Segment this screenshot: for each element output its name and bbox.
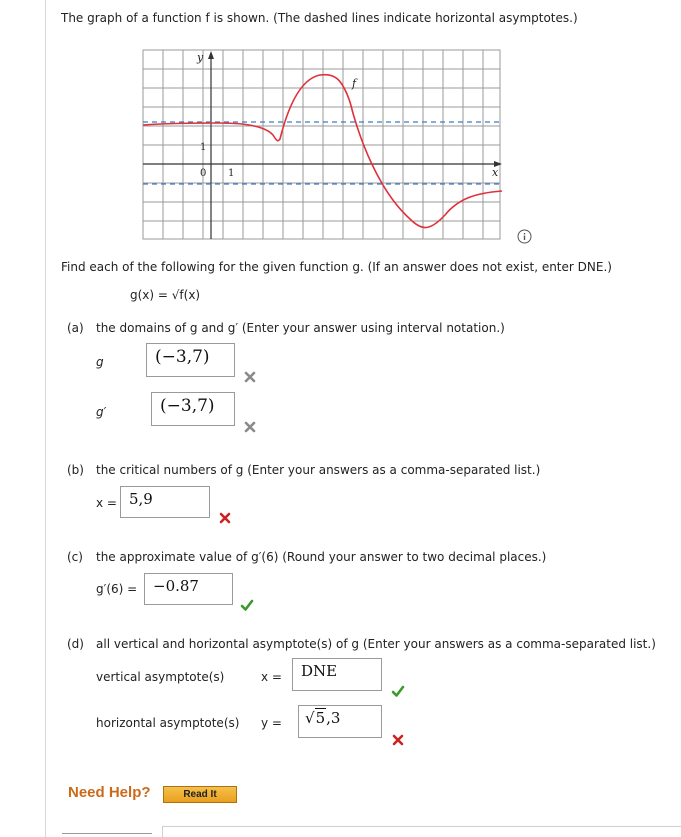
- part-d-label: (d): [67, 637, 84, 651]
- info-icon[interactable]: [517, 229, 532, 244]
- graph-grid: [143, 50, 500, 239]
- part-a-label: (a): [67, 321, 84, 335]
- x-tick-label: 1: [228, 168, 235, 179]
- need-help-label: Need Help?: [68, 784, 151, 801]
- horizontal-asymptote-rest: ,3: [326, 709, 341, 727]
- gprime-domain-input[interactable]: (−3,7): [151, 392, 235, 426]
- horizontal-asymptote-label: horizontal asymptote(s): [96, 716, 240, 730]
- y-axis-label: y: [197, 51, 204, 64]
- part-c-label: (c): [67, 550, 83, 564]
- g-domain-wrong-icon: [243, 370, 257, 384]
- gprime6-input[interactable]: −0.87: [144, 573, 233, 605]
- y-tick-label: 1: [200, 142, 207, 153]
- bottom-panel-edge: [162, 826, 681, 837]
- g-label: g: [96, 355, 104, 369]
- vertical-asymptote-correct-icon: [391, 684, 405, 698]
- horizontal-asymptote-wrong-icon: [391, 733, 405, 747]
- vertical-asymptote-input[interactable]: DNE: [292, 658, 382, 691]
- function-graph: [140, 47, 510, 242]
- gprime-label: g′: [96, 405, 107, 419]
- function-label: f: [352, 77, 357, 90]
- x-axis-label: x: [492, 166, 499, 179]
- read-it-button[interactable]: Read It: [163, 786, 237, 803]
- part-b-text: the critical numbers of g (Enter your answers as a comma-separated list.): [96, 463, 541, 477]
- horizontal-asymptote-prefix: y =: [261, 716, 282, 730]
- critical-numbers-input[interactable]: 5,9: [120, 486, 210, 518]
- gprime6-correct-icon: [240, 598, 254, 612]
- vertical-asymptote-label: vertical asymptote(s): [96, 670, 225, 684]
- gprime-domain-wrong-icon: [243, 420, 257, 434]
- origin-label: 0: [200, 168, 207, 179]
- g-domain-input[interactable]: (−3,7): [146, 343, 235, 377]
- sqrt-symbol: √: [305, 709, 315, 727]
- sqrt-radicand: 5: [315, 709, 326, 727]
- part-b-label: (b): [67, 463, 84, 477]
- gprime6-label: g′(6) =: [96, 582, 138, 596]
- vertical-asymptote-prefix: x =: [261, 670, 282, 684]
- part-d-text: all vertical and horizontal asymptote(s) of g (Enter your answers as a comma-separated list.): [96, 637, 656, 651]
- instruction-text: Find each of the following for the given function g. (If an answer does not exist, enter DNE.): [61, 260, 612, 274]
- bottom-divider: [62, 833, 152, 834]
- g-definition: g(x) = √f(x): [130, 288, 201, 302]
- part-c-text: the approximate value of g′(6) (Round your answer to two decimal places.): [96, 550, 547, 564]
- y-axis-arrow: [208, 51, 214, 59]
- critical-x-label: x =: [96, 496, 117, 510]
- horizontal-asymptote-input[interactable]: [298, 705, 382, 738]
- critical-numbers-wrong-icon: [218, 511, 232, 525]
- part-a-text: the domains of g and g′ (Enter your answer using interval notation.): [96, 321, 505, 335]
- question-prompt: The graph of a function f is shown. (The dashed lines indicate horizontal asymptotes.): [61, 11, 578, 25]
